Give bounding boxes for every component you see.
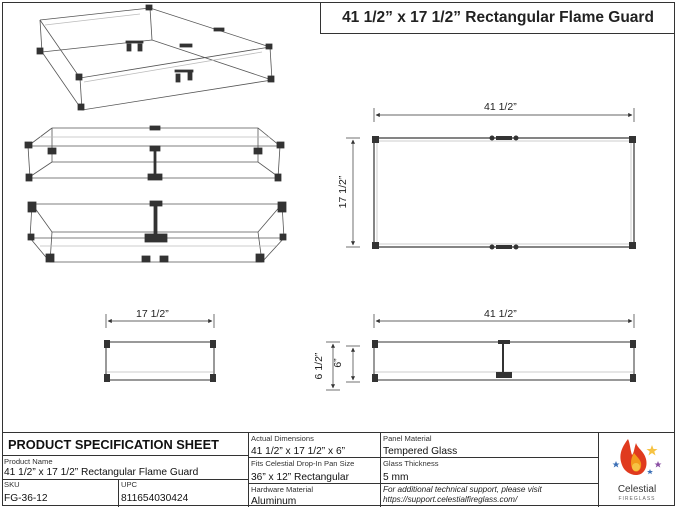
thickness-value: 5 mm bbox=[383, 472, 409, 483]
page-title: 41 1/2” x 17 1/2” Rectangular Flame Guard bbox=[320, 2, 675, 34]
isometric-view bbox=[37, 5, 274, 110]
product-name-label: Product Name bbox=[4, 457, 53, 466]
thickness-label: Glass Thickness bbox=[383, 459, 439, 468]
product-name-value: 41 1/2” x 17 1/2” Rectangular Flame Guard bbox=[4, 467, 199, 478]
support-link[interactable]: https://support.celestialfireglass.com/ bbox=[383, 495, 518, 504]
perspective-view-lower bbox=[28, 201, 286, 262]
support-line-1: For additional technical support, please visit bbox=[383, 485, 542, 494]
hardware-label: Hardware Material bbox=[251, 485, 314, 494]
fits-label: Fits Celestial Drop-In Pan Size bbox=[251, 459, 355, 468]
sku-label: SKU bbox=[4, 480, 20, 489]
panel-label: Panel Material bbox=[383, 434, 432, 443]
spec-heading: PRODUCT SPECIFICATION SHEET bbox=[8, 437, 219, 452]
hardware-value: Aluminum bbox=[251, 496, 297, 507]
top-view bbox=[346, 108, 636, 250]
actual-dimensions-value: 41 1/2” x 17 1/2” x 6” bbox=[251, 446, 346, 457]
flame-star-icon bbox=[600, 433, 674, 485]
panel-value: Tempered Glass bbox=[383, 446, 458, 457]
upc-label: UPC bbox=[121, 480, 138, 489]
front-height-inner-label: 6” bbox=[332, 358, 344, 368]
front-height-outer-label: 6 1/2” bbox=[313, 352, 325, 380]
support-text bbox=[383, 485, 542, 505]
celestial-logo bbox=[600, 433, 674, 507]
front-width-label: 41 1/2” bbox=[484, 308, 517, 320]
spec-table bbox=[2, 432, 675, 506]
side-view bbox=[104, 314, 216, 382]
upc-value: 811654030424 bbox=[121, 493, 189, 504]
top-depth-label: 17 1/2” bbox=[337, 175, 349, 209]
sku-value: FG-36-12 bbox=[4, 493, 48, 504]
logo-sub: FIREGLASS bbox=[618, 496, 656, 502]
logo-name: Celestial bbox=[617, 484, 657, 495]
side-width-label: 17 1/2” bbox=[136, 308, 169, 320]
front-view bbox=[326, 314, 636, 390]
perspective-view-upper bbox=[25, 126, 284, 181]
actual-dimensions-label: Actual Dimensions bbox=[251, 434, 314, 443]
fits-value: 36” x 12” Rectangular bbox=[251, 472, 349, 483]
top-width-label: 41 1/2” bbox=[484, 101, 517, 113]
